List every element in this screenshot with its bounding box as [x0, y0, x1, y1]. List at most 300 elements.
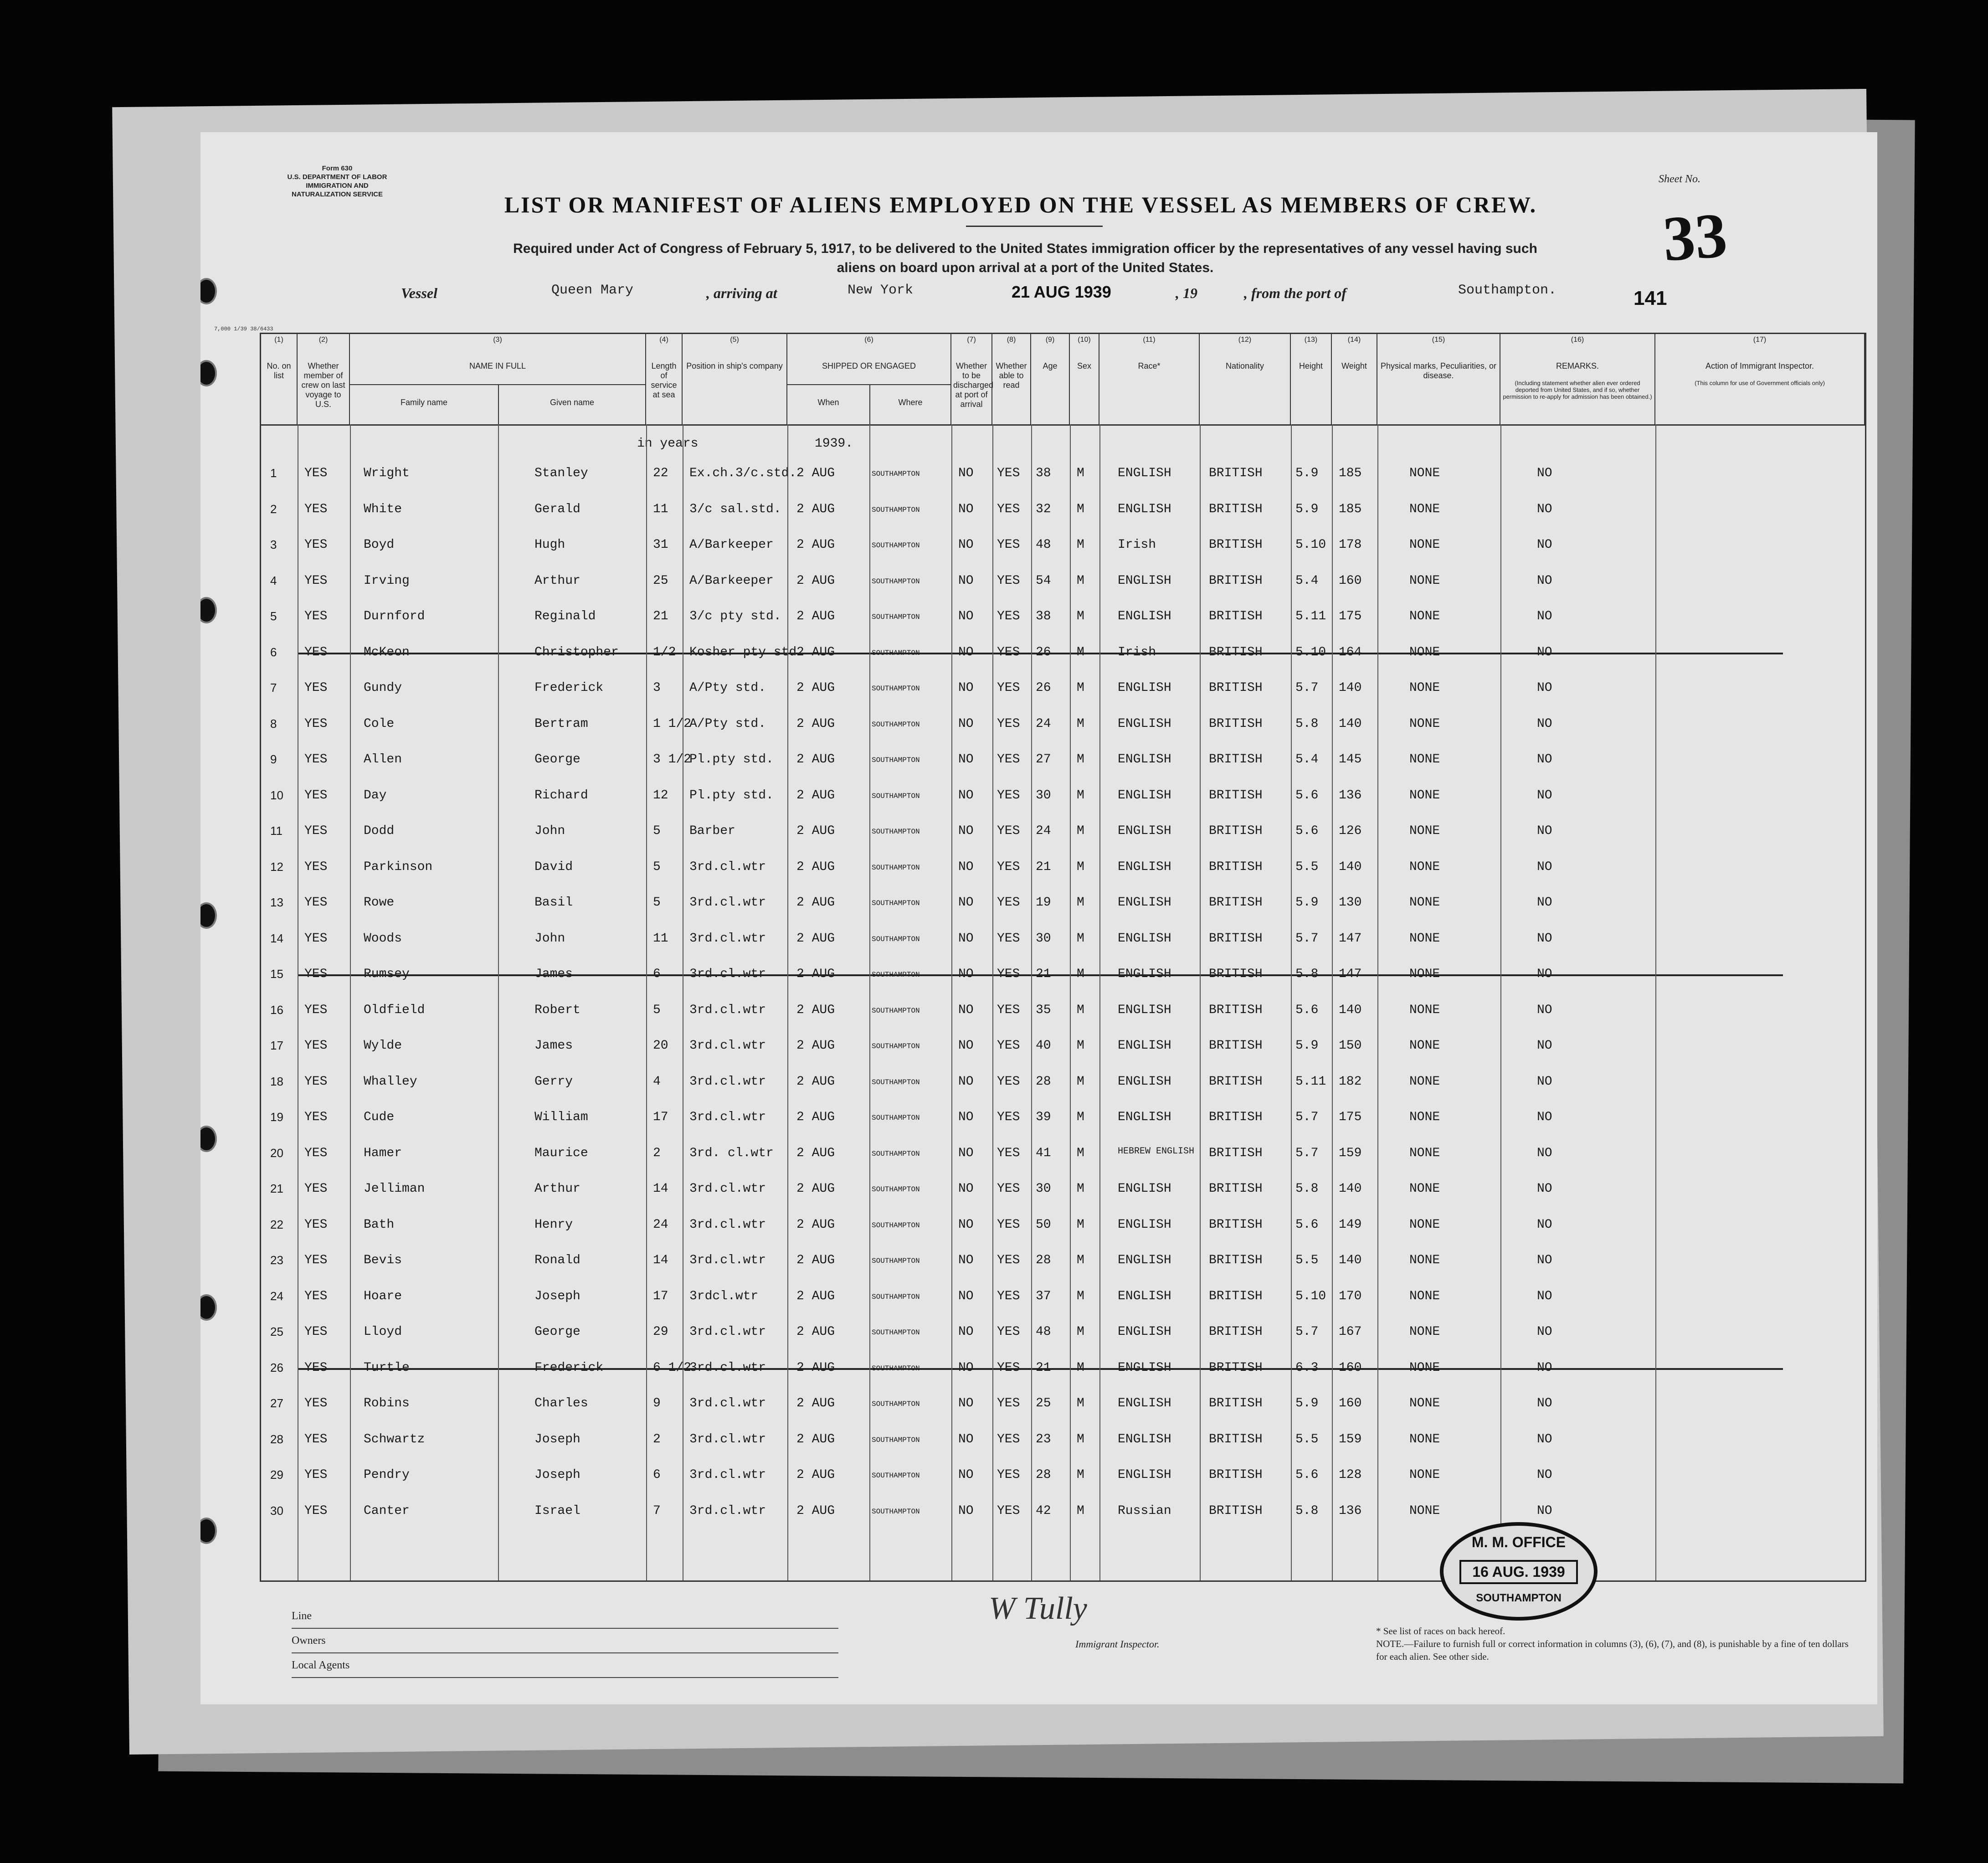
column-number: (7) — [967, 336, 976, 344]
column-sublabel: When — [817, 398, 839, 407]
punch-hole — [200, 902, 217, 929]
height: 5.9 — [1295, 1396, 1319, 1410]
to-be-discharged: NO — [958, 466, 974, 480]
able-to-read: YES — [997, 1074, 1020, 1089]
shipped-when: 2 AUG — [796, 1289, 835, 1303]
row-number: 19 — [270, 1110, 283, 1124]
length-of-service: 25 — [653, 573, 668, 588]
race: ENGLISH — [1118, 1182, 1171, 1196]
length-of-service: 9 — [653, 1396, 661, 1410]
row-number: 10 — [270, 788, 283, 802]
age: 25 — [1036, 1396, 1051, 1410]
position: Barber — [689, 824, 735, 838]
shipped-where: SOUTHAMPTON — [872, 1292, 920, 1301]
row-number: 7 — [270, 681, 277, 695]
age: 32 — [1036, 502, 1051, 516]
shipped-where: SOUTHAMPTON — [872, 899, 920, 907]
column-number: (17) — [1753, 336, 1767, 344]
row-number: 23 — [270, 1253, 283, 1267]
given-name: Charles — [534, 1396, 588, 1410]
given-name: Bertram — [534, 716, 588, 731]
physical-marks: NONE — [1409, 895, 1440, 910]
sex: M — [1077, 1146, 1084, 1160]
family-name: Canter — [364, 1503, 410, 1518]
age: 37 — [1036, 1289, 1051, 1303]
family-name: Dodd — [364, 824, 395, 838]
table-row — [261, 457, 1865, 493]
shipped-where: SOUTHAMPTON — [872, 684, 920, 693]
sex: M — [1077, 1074, 1084, 1089]
race: ENGLISH — [1118, 1217, 1171, 1232]
table-row — [261, 1029, 1865, 1065]
able-to-read: YES — [997, 1360, 1020, 1375]
agents-field: Local Agents — [292, 1653, 838, 1678]
to-be-discharged: NO — [958, 716, 974, 731]
table-row — [261, 958, 1865, 993]
physical-marks: NONE — [1409, 752, 1440, 767]
age: 21 — [1036, 859, 1051, 874]
weight: 160 — [1339, 573, 1362, 588]
weight: 182 — [1339, 1074, 1362, 1089]
able-to-read: YES — [997, 1146, 1020, 1160]
column-label: Length of service at sea — [651, 361, 677, 399]
crew-member: YES — [304, 1110, 328, 1124]
shipped-where: SOUTHAMPTON — [872, 792, 920, 800]
crew-member: YES — [304, 538, 328, 552]
table-row — [261, 565, 1865, 600]
crew-member: YES — [304, 466, 328, 480]
sex: M — [1077, 645, 1084, 659]
length-of-service: 6 — [653, 967, 661, 981]
footnote — [1376, 1625, 1854, 1663]
age: 30 — [1036, 1182, 1051, 1196]
punch-hole — [200, 1294, 217, 1321]
remarks: NO — [1537, 1003, 1552, 1017]
sex: M — [1077, 895, 1084, 910]
table-row — [261, 1065, 1865, 1101]
column-divider — [1500, 424, 1501, 1580]
height: 5.10 — [1295, 1289, 1326, 1303]
shipped-when: 2 AUG — [796, 466, 835, 480]
nationality: BRITISH — [1209, 1003, 1263, 1017]
shipped-where: SOUTHAMPTON — [872, 1185, 920, 1194]
age: 19 — [1036, 895, 1051, 910]
weight: 185 — [1339, 502, 1362, 516]
sex: M — [1077, 1468, 1084, 1482]
race: ENGLISH — [1118, 466, 1171, 480]
weight: 147 — [1339, 967, 1362, 981]
table-row — [261, 636, 1865, 672]
length-of-service: 20 — [653, 1039, 668, 1053]
physical-marks: NONE — [1409, 609, 1440, 623]
physical-marks: NONE — [1409, 931, 1440, 946]
sex: M — [1077, 1182, 1084, 1196]
column-divider — [787, 424, 788, 1580]
race: ENGLISH — [1118, 824, 1171, 838]
family-name: Cole — [364, 716, 395, 731]
position: 3rd.cl.wtr — [689, 1110, 766, 1124]
shipped-where: SOUTHAMPTON — [872, 613, 920, 621]
remarks: NO — [1537, 1110, 1552, 1124]
race: ENGLISH — [1118, 1289, 1171, 1303]
column-label: No. on list — [267, 361, 291, 380]
race: ENGLISH — [1118, 1003, 1171, 1017]
column-number: (5) — [730, 336, 739, 344]
height: 5.11 — [1295, 1074, 1326, 1089]
to-be-discharged: NO — [958, 1003, 974, 1017]
table-row — [261, 1280, 1865, 1316]
crew-member: YES — [304, 1074, 328, 1089]
crew-member: YES — [304, 1182, 328, 1196]
physical-marks: NONE — [1409, 1074, 1440, 1089]
length-of-service: 21 — [653, 609, 668, 623]
position: 3rd.cl.wtr — [689, 1432, 766, 1446]
column-divider — [992, 424, 993, 1580]
print-code: 7,000 1/39 38/6433 — [214, 326, 273, 332]
length-of-service: 7 — [653, 1503, 661, 1518]
able-to-read: YES — [997, 859, 1020, 874]
column-divider — [350, 424, 351, 1580]
table-row — [261, 1423, 1865, 1459]
column-header — [350, 334, 646, 424]
height: 5.7 — [1295, 1325, 1319, 1339]
given-name: Reginald — [534, 609, 596, 623]
physical-marks: NONE — [1409, 859, 1440, 874]
to-be-discharged: NO — [958, 1468, 974, 1482]
age: 28 — [1036, 1468, 1051, 1482]
shipped-where: SOUTHAMPTON — [872, 1078, 920, 1086]
length-of-service: 11 — [653, 502, 668, 516]
height: 5.9 — [1295, 466, 1319, 480]
age: 41 — [1036, 1146, 1051, 1160]
given-name: John — [534, 824, 565, 838]
nationality: BRITISH — [1209, 573, 1263, 588]
shipped-where: SOUTHAMPTON — [872, 1400, 920, 1408]
able-to-read: YES — [997, 1039, 1020, 1053]
column-number: (14) — [1347, 336, 1361, 344]
shipped-when: 2 AUG — [796, 502, 835, 516]
sex: M — [1077, 1396, 1084, 1410]
height: 5.5 — [1295, 1253, 1319, 1267]
to-be-discharged: NO — [958, 1110, 974, 1124]
column-number: (1) — [274, 336, 283, 344]
race: ENGLISH — [1118, 788, 1171, 803]
remarks: NO — [1537, 1182, 1552, 1196]
position: A/Barkeeper — [689, 573, 774, 588]
to-be-discharged: NO — [958, 859, 974, 874]
shipped-where: SOUTHAMPTON — [872, 1507, 920, 1516]
race: ENGLISH — [1118, 1074, 1171, 1089]
remarks: NO — [1537, 1503, 1552, 1518]
table-row — [261, 1209, 1865, 1244]
column-header — [992, 334, 1031, 424]
column-header — [298, 334, 350, 424]
age: 38 — [1036, 609, 1051, 623]
race: ENGLISH — [1118, 1110, 1171, 1124]
column-header — [1099, 334, 1200, 424]
shipped-where: SOUTHAMPTON — [872, 1221, 920, 1230]
to-be-discharged: NO — [958, 573, 974, 588]
from-label: , from the port of — [1244, 285, 1346, 301]
age: 40 — [1036, 1039, 1051, 1053]
remarks: NO — [1537, 573, 1552, 588]
age: 48 — [1036, 1325, 1051, 1339]
weight: 175 — [1339, 1110, 1362, 1124]
race: ENGLISH — [1118, 931, 1171, 946]
sex: M — [1077, 573, 1084, 588]
family-name: Pendry — [364, 1468, 410, 1482]
weight: 160 — [1339, 1360, 1362, 1375]
height: 5.7 — [1295, 681, 1319, 695]
column-number: (16) — [1571, 336, 1584, 344]
nationality: BRITISH — [1209, 1039, 1263, 1053]
remarks: NO — [1537, 1432, 1552, 1446]
table-row — [261, 779, 1865, 815]
table-row — [261, 1352, 1865, 1387]
to-be-discharged: NO — [958, 1074, 974, 1089]
position: Kosher pty std. — [689, 645, 805, 659]
able-to-read: YES — [997, 1003, 1020, 1017]
weight: 126 — [1339, 824, 1362, 838]
arrival-port: New York — [848, 283, 914, 298]
given-name: Israel — [534, 1503, 580, 1518]
able-to-read: YES — [997, 1289, 1020, 1303]
remarks: NO — [1537, 967, 1552, 981]
position: 3rd.cl.wtr — [689, 1182, 766, 1196]
race: ENGLISH — [1118, 967, 1171, 981]
weight: 128 — [1339, 1468, 1362, 1482]
remarks: NO — [1537, 752, 1552, 767]
column-number: (13) — [1304, 336, 1318, 344]
age: 38 — [1036, 466, 1051, 480]
height: 6.3 — [1295, 1360, 1319, 1375]
family-name: Rumsey — [364, 967, 410, 981]
shipped-when: 2 AUG — [796, 1039, 835, 1053]
nationality: BRITISH — [1209, 859, 1263, 874]
given-name: James — [534, 967, 573, 981]
to-be-discharged: NO — [958, 895, 974, 910]
length-of-service: 12 — [653, 788, 668, 803]
column-label: Race* — [1138, 361, 1161, 371]
column-header — [1291, 334, 1332, 424]
length-of-service: 6 — [653, 1468, 661, 1482]
age: 21 — [1036, 1360, 1051, 1375]
shipped-where: SOUTHAMPTON — [872, 541, 920, 550]
header-divider — [498, 384, 499, 424]
crew-member: YES — [304, 1432, 328, 1446]
to-be-discharged: NO — [958, 1396, 974, 1410]
height: 5.8 — [1295, 716, 1319, 731]
able-to-read: YES — [997, 1182, 1020, 1196]
weight: 150 — [1339, 1039, 1362, 1053]
row-number: 14 — [270, 931, 283, 945]
sex: M — [1077, 681, 1084, 695]
to-be-discharged: NO — [958, 1289, 974, 1303]
vessel-name: Queen Mary — [551, 283, 634, 298]
nationality: BRITISH — [1209, 1182, 1263, 1196]
weight: 167 — [1339, 1325, 1362, 1339]
physical-marks: NONE — [1409, 645, 1440, 659]
length-of-service: 29 — [653, 1325, 668, 1339]
family-name: Jelliman — [364, 1182, 425, 1196]
shipped-when: 2 AUG — [796, 1468, 835, 1482]
column-header — [1031, 334, 1070, 424]
row-number: 9 — [270, 752, 277, 766]
shipped-when: 2 AUG — [796, 1217, 835, 1232]
nationality: BRITISH — [1209, 788, 1263, 803]
remarks: NO — [1537, 716, 1552, 731]
shipped-where: SOUTHAMPTON — [872, 1006, 920, 1015]
row-number: 6 — [270, 645, 277, 659]
nationality: BRITISH — [1209, 967, 1263, 981]
column-divider — [1200, 424, 1201, 1580]
column-label: Sex — [1077, 361, 1092, 371]
crew-member: YES — [304, 573, 328, 588]
length-of-service: 17 — [653, 1289, 668, 1303]
weight: 145 — [1339, 752, 1362, 767]
crew-member: YES — [304, 967, 328, 981]
position: 3rd.cl.wtr — [689, 967, 766, 981]
physical-marks: NONE — [1409, 1182, 1440, 1196]
sex: M — [1077, 466, 1084, 480]
able-to-read: YES — [997, 824, 1020, 838]
weight: 140 — [1339, 1003, 1362, 1017]
column-label: SHIPPED OR ENGAGED — [822, 361, 916, 371]
given-name: Christopher — [534, 645, 619, 659]
shipped-when: 2 AUG — [796, 1253, 835, 1267]
physical-marks: NONE — [1409, 1110, 1440, 1124]
given-name: Stanley — [534, 466, 588, 480]
physical-marks: NONE — [1409, 502, 1440, 516]
position: 3rdcl.wtr — [689, 1289, 759, 1303]
to-be-discharged: NO — [958, 1253, 974, 1267]
inspector-label: Immigrant Inspector. — [1075, 1638, 1160, 1650]
height: 5.8 — [1295, 1503, 1319, 1518]
nationality: BRITISH — [1209, 1503, 1263, 1518]
table-row — [261, 1244, 1865, 1280]
family-name: Cude — [364, 1110, 395, 1124]
weight: 140 — [1339, 681, 1362, 695]
remarks: NO — [1537, 859, 1552, 874]
header-subdivider — [787, 384, 950, 385]
remarks: NO — [1537, 1253, 1552, 1267]
age: 23 — [1036, 1432, 1051, 1446]
table-row — [261, 994, 1865, 1029]
column-label: Whether able to read — [996, 361, 1027, 390]
length-of-service: 1 1/2 — [653, 716, 692, 731]
shipped-where: SOUTHAMPTON — [872, 1436, 920, 1444]
sex: M — [1077, 859, 1084, 874]
given-name: David — [534, 859, 573, 874]
column-divider — [1070, 424, 1071, 1580]
crew-member: YES — [304, 1325, 328, 1339]
shipped-when: 2 AUG — [796, 1146, 835, 1160]
stamp-port: SOUTHAMPTON — [1476, 1592, 1562, 1604]
row-number: 15 — [270, 967, 283, 981]
column-divider — [951, 424, 952, 1580]
nationality: BRITISH — [1209, 645, 1263, 659]
table-row — [261, 708, 1865, 743]
physical-marks: NONE — [1409, 1253, 1440, 1267]
nationality: BRITISH — [1209, 1468, 1263, 1482]
column-header — [787, 334, 951, 424]
height: 5.7 — [1295, 1110, 1319, 1124]
nationality: BRITISH — [1209, 1396, 1263, 1410]
remarks: NO — [1537, 681, 1552, 695]
given-name: Joseph — [534, 1468, 580, 1482]
given-name: Joseph — [534, 1432, 580, 1446]
crew-member: YES — [304, 1217, 328, 1232]
row-number: 1 — [270, 466, 277, 480]
punch-hole — [200, 1518, 217, 1544]
column-divider — [1377, 424, 1378, 1580]
height: 5.6 — [1295, 1468, 1319, 1482]
remarks: NO — [1537, 895, 1552, 910]
position: Pl.pty std. — [689, 788, 774, 803]
family-name: Durnford — [364, 609, 425, 623]
physical-marks: NONE — [1409, 1432, 1440, 1446]
column-number: (4) — [659, 336, 668, 344]
to-be-discharged: NO — [958, 681, 974, 695]
length-of-service: 5 — [653, 895, 661, 910]
length-of-service: 1/2 — [653, 645, 676, 659]
table-row — [261, 1137, 1865, 1173]
column-header — [951, 334, 992, 424]
sex: M — [1077, 931, 1084, 946]
column-number: (2) — [318, 336, 328, 344]
shipped-when: 2 AUG — [796, 1003, 835, 1017]
shipped-when: 2 AUG — [796, 609, 835, 623]
nationality: BRITISH — [1209, 824, 1263, 838]
given-name: William — [534, 1110, 588, 1124]
race: ENGLISH — [1118, 859, 1171, 874]
column-label: Whether to be discharged at port of arrival — [953, 361, 994, 409]
punch-hole — [200, 1126, 217, 1152]
column-label: Action of Immigrant Inspector. — [1705, 361, 1814, 371]
column-header — [1655, 334, 1865, 424]
able-to-read: YES — [997, 609, 1020, 623]
race: ENGLISH — [1118, 1253, 1171, 1267]
race: ENGLISH — [1118, 895, 1171, 910]
given-name: Joseph — [534, 1289, 580, 1303]
departure-port: Southampton. — [1458, 283, 1557, 298]
nationality: BRITISH — [1209, 1289, 1263, 1303]
crew-member: YES — [304, 931, 328, 946]
shipped-where: SOUTHAMPTON — [872, 720, 920, 729]
height: 5.5 — [1295, 1432, 1319, 1446]
physical-marks: NONE — [1409, 716, 1440, 731]
family-name: Turtle — [364, 1360, 410, 1375]
length-of-service: 5 — [653, 859, 661, 874]
race: ENGLISH — [1118, 1360, 1171, 1375]
weight: 178 — [1339, 538, 1362, 552]
family-name: Boyd — [364, 538, 395, 552]
able-to-read: YES — [997, 716, 1020, 731]
family-name: Schwartz — [364, 1432, 425, 1446]
shipped-when: 2 AUG — [796, 752, 835, 767]
given-name: George — [534, 752, 580, 767]
stamp-office: M. M. OFFICE — [1471, 1534, 1566, 1550]
remarks: NO — [1537, 788, 1552, 803]
given-name: Richard — [534, 788, 588, 803]
column-divider — [1099, 424, 1100, 1580]
shipped-when: 2 AUG — [796, 681, 835, 695]
crew-member: YES — [304, 681, 328, 695]
race: ENGLISH — [1118, 1396, 1171, 1410]
nationality: BRITISH — [1209, 609, 1263, 623]
physical-marks: NONE — [1409, 1217, 1440, 1232]
shipped-when: 2 AUG — [796, 931, 835, 946]
